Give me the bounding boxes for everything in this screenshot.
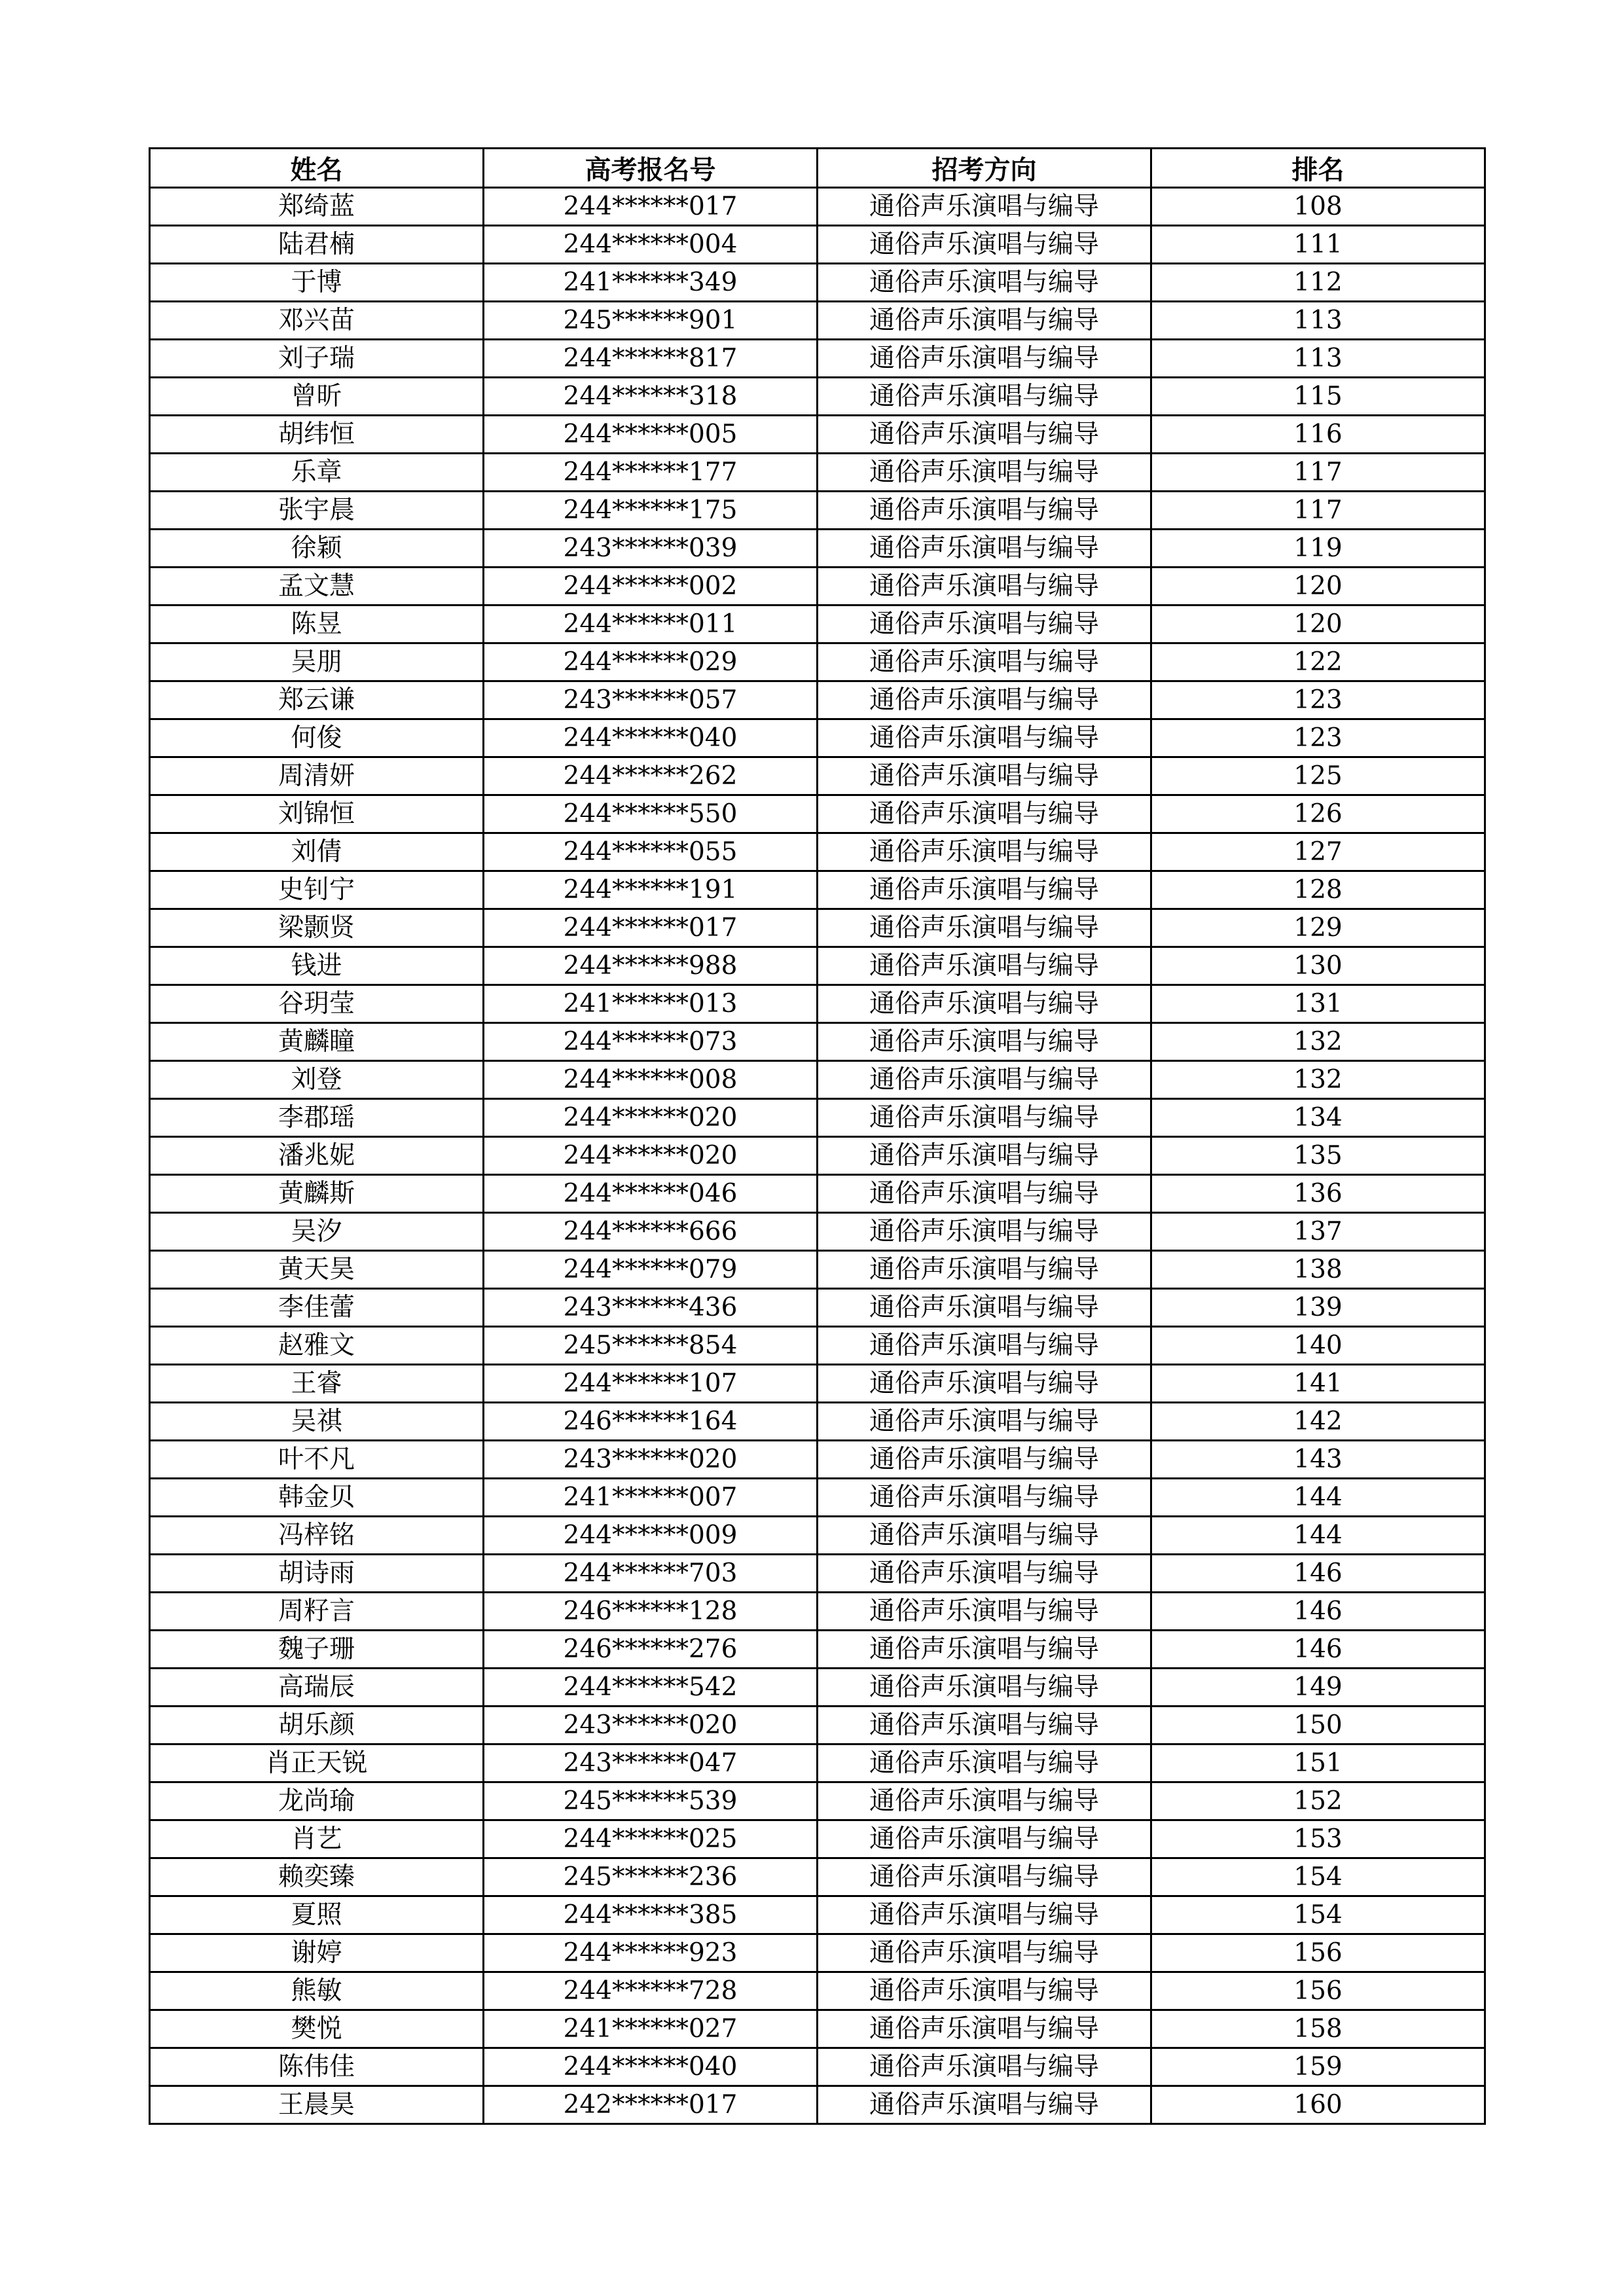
cell-name: 郑绮蓝 [150, 188, 484, 226]
cell-rank: 113 [1151, 302, 1485, 340]
cell-registration-number: 244******011 [484, 605, 818, 643]
cell-direction: 通俗声乐演唱与编导 [818, 1061, 1151, 1099]
table-row [150, 1707, 1485, 1744]
cell-registration-number: 246******128 [484, 1593, 818, 1631]
cell-direction: 通俗声乐演唱与编导 [818, 340, 1151, 378]
cell-registration-number: 244******542 [484, 1669, 818, 1707]
table-row [150, 1289, 1485, 1327]
cell-name: 邓兴苗 [150, 302, 484, 340]
cell-rank: 123 [1151, 719, 1485, 757]
table-row [150, 1061, 1485, 1099]
cell-rank: 146 [1151, 1593, 1485, 1631]
cell-direction: 通俗声乐演唱与编导 [818, 643, 1151, 681]
cell-rank: 131 [1151, 985, 1485, 1023]
table-row [150, 1631, 1485, 1669]
cell-registration-number: 244******040 [484, 2048, 818, 2086]
table-row [150, 1744, 1485, 1782]
cell-rank: 156 [1151, 1972, 1485, 2010]
table-row [150, 302, 1485, 340]
cell-registration-number: 244******017 [484, 909, 818, 947]
cell-registration-number: 241******027 [484, 2010, 818, 2048]
cell-direction: 通俗声乐演唱与编导 [818, 2086, 1151, 2124]
cell-direction: 通俗声乐演唱与编导 [818, 568, 1151, 605]
cell-name: 谷玥莹 [150, 985, 484, 1023]
table-row [150, 530, 1485, 568]
cell-rank: 152 [1151, 1782, 1485, 1820]
cell-direction: 通俗声乐演唱与编导 [818, 1441, 1151, 1479]
table-row [150, 643, 1485, 681]
cell-name: 李佳蕾 [150, 1289, 484, 1327]
cell-direction: 通俗声乐演唱与编导 [818, 226, 1151, 264]
cell-direction: 通俗声乐演唱与编导 [818, 1213, 1151, 1251]
cell-rank: 129 [1151, 909, 1485, 947]
cell-name: 夏照 [150, 1896, 484, 1934]
cell-registration-number: 246******164 [484, 1403, 818, 1441]
cell-registration-number: 244******318 [484, 378, 818, 416]
cell-registration-number: 241******349 [484, 264, 818, 302]
cell-rank: 154 [1151, 1858, 1485, 1896]
cell-name: 刘倩 [150, 833, 484, 871]
cell-rank: 141 [1151, 1365, 1485, 1403]
cell-registration-number: 244******005 [484, 416, 818, 454]
cell-registration-number: 244******703 [484, 1555, 818, 1593]
cell-direction: 通俗声乐演唱与编导 [818, 871, 1151, 909]
cell-rank: 127 [1151, 833, 1485, 871]
table-row [150, 1669, 1485, 1707]
cell-registration-number: 244******002 [484, 568, 818, 605]
cell-direction: 通俗声乐演唱与编导 [818, 985, 1151, 1023]
column-header-name: 姓名 [150, 149, 484, 188]
cell-direction: 通俗声乐演唱与编导 [818, 530, 1151, 568]
table-row [150, 757, 1485, 795]
cell-name: 黄麟斯 [150, 1175, 484, 1213]
cell-name: 周籽言 [150, 1593, 484, 1631]
cell-direction: 通俗声乐演唱与编导 [818, 1175, 1151, 1213]
cell-name: 胡乐颜 [150, 1707, 484, 1744]
cell-rank: 135 [1151, 1137, 1485, 1175]
cell-direction: 通俗声乐演唱与编导 [818, 681, 1151, 719]
cell-direction: 通俗声乐演唱与编导 [818, 188, 1151, 226]
cell-registration-number: 243******057 [484, 681, 818, 719]
cell-name: 潘兆妮 [150, 1137, 484, 1175]
cell-name: 于博 [150, 264, 484, 302]
cell-name: 龙尚瑜 [150, 1782, 484, 1820]
cell-rank: 159 [1151, 2048, 1485, 2086]
cell-registration-number: 244******666 [484, 1213, 818, 1251]
table-row [150, 909, 1485, 947]
cell-name: 吴汐 [150, 1213, 484, 1251]
table-body [150, 188, 1485, 2124]
cell-rank: 120 [1151, 605, 1485, 643]
table-row [150, 1517, 1485, 1555]
cell-name: 熊敏 [150, 1972, 484, 2010]
table-row [150, 568, 1485, 605]
cell-direction: 通俗声乐演唱与编导 [818, 1327, 1151, 1365]
cell-direction: 通俗声乐演唱与编导 [818, 1517, 1151, 1555]
cell-name: 王晨昊 [150, 2086, 484, 2124]
cell-name: 肖艺 [150, 1820, 484, 1858]
cell-direction: 通俗声乐演唱与编导 [818, 1707, 1151, 1744]
cell-registration-number: 244******046 [484, 1175, 818, 1213]
cell-name: 黄天昊 [150, 1251, 484, 1289]
cell-registration-number: 244******020 [484, 1137, 818, 1175]
cell-registration-number: 243******436 [484, 1289, 818, 1327]
cell-rank: 149 [1151, 1669, 1485, 1707]
cell-name: 徐颖 [150, 530, 484, 568]
cell-rank: 144 [1151, 1479, 1485, 1517]
cell-registration-number: 244******020 [484, 1099, 818, 1137]
cell-direction: 通俗声乐演唱与编导 [818, 1669, 1151, 1707]
table-row [150, 1023, 1485, 1061]
table-row [150, 1593, 1485, 1631]
cell-registration-number: 244******191 [484, 871, 818, 909]
cell-registration-number: 244******008 [484, 1061, 818, 1099]
cell-direction: 通俗声乐演唱与编导 [818, 947, 1151, 985]
table-row [150, 1858, 1485, 1896]
cell-direction: 通俗声乐演唱与编导 [818, 1403, 1151, 1441]
cell-name: 魏子珊 [150, 1631, 484, 1669]
cell-rank: 117 [1151, 492, 1485, 530]
cell-name: 吴祺 [150, 1403, 484, 1441]
cell-rank: 158 [1151, 2010, 1485, 2048]
table-row [150, 264, 1485, 302]
cell-rank: 111 [1151, 226, 1485, 264]
cell-direction: 通俗声乐演唱与编导 [818, 1289, 1151, 1327]
cell-rank: 140 [1151, 1327, 1485, 1365]
cell-registration-number: 244******073 [484, 1023, 818, 1061]
table-row [150, 1137, 1485, 1175]
cell-name: 刘登 [150, 1061, 484, 1099]
cell-name: 陈伟佳 [150, 2048, 484, 2086]
table-row [150, 1972, 1485, 2010]
cell-name: 曾昕 [150, 378, 484, 416]
table-row [150, 2048, 1485, 2086]
cell-direction: 通俗声乐演唱与编导 [818, 302, 1151, 340]
cell-registration-number: 244******923 [484, 1934, 818, 1972]
cell-name: 赖奕臻 [150, 1858, 484, 1896]
table-row [150, 605, 1485, 643]
cell-name: 胡纬恒 [150, 416, 484, 454]
cell-rank: 113 [1151, 340, 1485, 378]
cell-name: 胡诗雨 [150, 1555, 484, 1593]
cell-rank: 130 [1151, 947, 1485, 985]
cell-registration-number: 244******988 [484, 947, 818, 985]
cell-registration-number: 244******004 [484, 226, 818, 264]
cell-rank: 142 [1151, 1403, 1485, 1441]
cell-rank: 146 [1151, 1631, 1485, 1669]
cell-name: 乐章 [150, 454, 484, 492]
cell-registration-number: 245******539 [484, 1782, 818, 1820]
cell-name: 韩金贝 [150, 1479, 484, 1517]
cell-direction: 通俗声乐演唱与编导 [818, 1631, 1151, 1669]
table-row [150, 985, 1485, 1023]
cell-registration-number: 241******007 [484, 1479, 818, 1517]
cell-rank: 119 [1151, 530, 1485, 568]
cell-direction: 通俗声乐演唱与编导 [818, 909, 1151, 947]
cell-rank: 150 [1151, 1707, 1485, 1744]
cell-rank: 116 [1151, 416, 1485, 454]
table-row [150, 1934, 1485, 1972]
cell-name: 刘子瑞 [150, 340, 484, 378]
cell-registration-number: 243******020 [484, 1441, 818, 1479]
cell-direction: 通俗声乐演唱与编导 [818, 2048, 1151, 2086]
cell-direction: 通俗声乐演唱与编导 [818, 1099, 1151, 1137]
cell-direction: 通俗声乐演唱与编导 [818, 264, 1151, 302]
cell-registration-number: 243******020 [484, 1707, 818, 1744]
table-row [150, 188, 1485, 226]
table-row [150, 1251, 1485, 1289]
cell-registration-number: 244******728 [484, 1972, 818, 2010]
cell-rank: 153 [1151, 1820, 1485, 1858]
cell-registration-number: 244******079 [484, 1251, 818, 1289]
table-row [150, 719, 1485, 757]
cell-direction: 通俗声乐演唱与编导 [818, 719, 1151, 757]
table-row [150, 1213, 1485, 1251]
cell-name: 谢婷 [150, 1934, 484, 1972]
cell-direction: 通俗声乐演唱与编导 [818, 1555, 1151, 1593]
cell-direction: 通俗声乐演唱与编导 [818, 492, 1151, 530]
cell-registration-number: 244******262 [484, 757, 818, 795]
table-row [150, 871, 1485, 909]
cell-direction: 通俗声乐演唱与编导 [818, 1896, 1151, 1934]
cell-registration-number: 244******107 [484, 1365, 818, 1403]
cell-direction: 通俗声乐演唱与编导 [818, 757, 1151, 795]
table-row [150, 681, 1485, 719]
cell-rank: 138 [1151, 1251, 1485, 1289]
cell-registration-number: 244******175 [484, 492, 818, 530]
table-row [150, 492, 1485, 530]
cell-registration-number: 244******817 [484, 340, 818, 378]
cell-name: 王睿 [150, 1365, 484, 1403]
cell-registration-number: 244******550 [484, 795, 818, 833]
cell-registration-number: 244******025 [484, 1820, 818, 1858]
cell-direction: 通俗声乐演唱与编导 [818, 1782, 1151, 1820]
cell-registration-number: 246******276 [484, 1631, 818, 1669]
cell-direction: 通俗声乐演唱与编导 [818, 1820, 1151, 1858]
table-row [150, 1099, 1485, 1137]
cell-direction: 通俗声乐演唱与编导 [818, 833, 1151, 871]
cell-name: 郑云谦 [150, 681, 484, 719]
cell-direction: 通俗声乐演唱与编导 [818, 1972, 1151, 2010]
cell-name: 刘锦恒 [150, 795, 484, 833]
column-header-direction: 招考方向 [818, 149, 1151, 188]
cell-name: 张宇晨 [150, 492, 484, 530]
cell-direction: 通俗声乐演唱与编导 [818, 1365, 1151, 1403]
table-row [150, 2086, 1485, 2124]
table-row [150, 416, 1485, 454]
cell-rank: 112 [1151, 264, 1485, 302]
table-row [150, 1403, 1485, 1441]
cell-rank: 115 [1151, 378, 1485, 416]
cell-rank: 132 [1151, 1061, 1485, 1099]
cell-registration-number: 244******385 [484, 1896, 818, 1934]
cell-name: 陆君楠 [150, 226, 484, 264]
cell-registration-number: 244******009 [484, 1517, 818, 1555]
cell-registration-number: 245******236 [484, 1858, 818, 1896]
cell-rank: 136 [1151, 1175, 1485, 1213]
table-row [150, 1820, 1485, 1858]
cell-name: 肖正天锐 [150, 1744, 484, 1782]
cell-name: 赵雅文 [150, 1327, 484, 1365]
table-row [150, 947, 1485, 985]
cell-registration-number: 244******055 [484, 833, 818, 871]
cell-direction: 通俗声乐演唱与编导 [818, 454, 1151, 492]
table-row [150, 1441, 1485, 1479]
cell-direction: 通俗声乐演唱与编导 [818, 416, 1151, 454]
cell-name: 黄麟瞳 [150, 1023, 484, 1061]
cell-name: 吴朋 [150, 643, 484, 681]
column-header-rank: 排名 [1151, 149, 1485, 188]
table-row [150, 795, 1485, 833]
table-row [150, 1479, 1485, 1517]
cell-registration-number: 245******901 [484, 302, 818, 340]
table-row [150, 1175, 1485, 1213]
cell-direction: 通俗声乐演唱与编导 [818, 795, 1151, 833]
cell-rank: 156 [1151, 1934, 1485, 1972]
cell-registration-number: 243******039 [484, 530, 818, 568]
cell-direction: 通俗声乐演唱与编导 [818, 1251, 1151, 1289]
table-row [150, 2010, 1485, 2048]
table-row [150, 833, 1485, 871]
cell-name: 孟文慧 [150, 568, 484, 605]
cell-rank: 132 [1151, 1023, 1485, 1061]
cell-rank: 128 [1151, 871, 1485, 909]
cell-rank: 134 [1151, 1099, 1485, 1137]
cell-rank: 123 [1151, 681, 1485, 719]
cell-direction: 通俗声乐演唱与编导 [818, 1137, 1151, 1175]
cell-rank: 146 [1151, 1555, 1485, 1593]
cell-rank: 154 [1151, 1896, 1485, 1934]
cell-rank: 125 [1151, 757, 1485, 795]
table-row [150, 1327, 1485, 1365]
table-row [150, 454, 1485, 492]
cell-name: 李郡瑶 [150, 1099, 484, 1137]
cell-name: 何俊 [150, 719, 484, 757]
cell-name: 梁颢贤 [150, 909, 484, 947]
cell-registration-number: 244******040 [484, 719, 818, 757]
table-row [150, 1782, 1485, 1820]
cell-rank: 143 [1151, 1441, 1485, 1479]
cell-name: 周清妍 [150, 757, 484, 795]
cell-direction: 通俗声乐演唱与编导 [818, 1934, 1151, 1972]
cell-name: 钱进 [150, 947, 484, 985]
cell-name: 史钊宁 [150, 871, 484, 909]
cell-rank: 126 [1151, 795, 1485, 833]
cell-rank: 144 [1151, 1517, 1485, 1555]
cell-rank: 137 [1151, 1213, 1485, 1251]
cell-registration-number: 245******854 [484, 1327, 818, 1365]
cell-rank: 108 [1151, 188, 1485, 226]
table-row [150, 226, 1485, 264]
cell-direction: 通俗声乐演唱与编导 [818, 1593, 1151, 1631]
cell-registration-number: 244******177 [484, 454, 818, 492]
table-row [150, 1896, 1485, 1934]
cell-name: 叶不凡 [150, 1441, 484, 1479]
cell-registration-number: 242******017 [484, 2086, 818, 2124]
cell-registration-number: 244******029 [484, 643, 818, 681]
table-row [150, 378, 1485, 416]
cell-name: 高瑞辰 [150, 1669, 484, 1707]
table-header-row [150, 149, 1485, 188]
cell-name: 冯梓铭 [150, 1517, 484, 1555]
cell-rank: 160 [1151, 2086, 1485, 2124]
cell-rank: 122 [1151, 643, 1485, 681]
cell-rank: 151 [1151, 1744, 1485, 1782]
cell-direction: 通俗声乐演唱与编导 [818, 1023, 1151, 1061]
cell-rank: 120 [1151, 568, 1485, 605]
cell-rank: 139 [1151, 1289, 1485, 1327]
column-header-registration-number: 高考报名号 [484, 149, 818, 188]
table-row [150, 1555, 1485, 1593]
cell-rank: 117 [1151, 454, 1485, 492]
cell-direction: 通俗声乐演唱与编导 [818, 2010, 1151, 2048]
cell-registration-number: 244******017 [484, 188, 818, 226]
cell-name: 陈昱 [150, 605, 484, 643]
cell-direction: 通俗声乐演唱与编导 [818, 1479, 1151, 1517]
cell-registration-number: 241******013 [484, 985, 818, 1023]
cell-direction: 通俗声乐演唱与编导 [818, 605, 1151, 643]
cell-direction: 通俗声乐演唱与编导 [818, 1744, 1151, 1782]
table-row [150, 1365, 1485, 1403]
cell-name: 樊悦 [150, 2010, 484, 2048]
cell-registration-number: 243******047 [484, 1744, 818, 1782]
table-row [150, 340, 1485, 378]
ranking-table [149, 147, 1486, 2125]
cell-direction: 通俗声乐演唱与编导 [818, 378, 1151, 416]
cell-direction: 通俗声乐演唱与编导 [818, 1858, 1151, 1896]
